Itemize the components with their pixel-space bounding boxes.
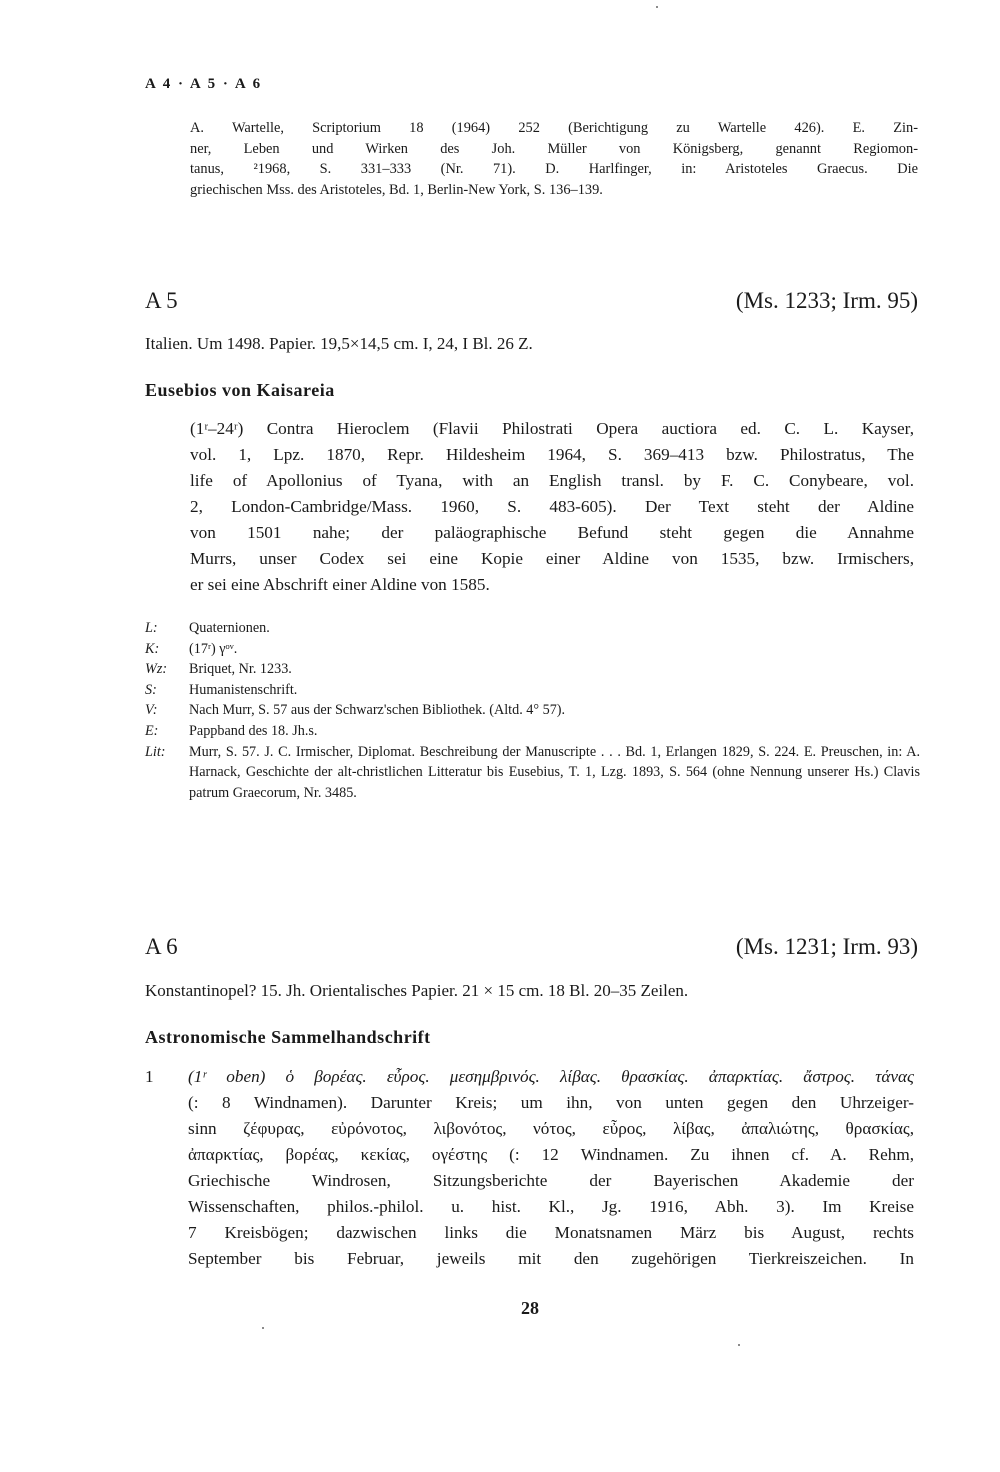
text-line: (1ʳ–24ʳ) Contra Hieroclem (Flavii Philostrati Opera auctiora ed. C. L. Kayser, bbox=[190, 419, 914, 438]
note-row: Wz: Briquet, Nr. 1233. bbox=[145, 661, 292, 678]
text-line: 7 Kreisbögen; dazwischen links die Monatsnamen März bis August, rechts bbox=[188, 1223, 914, 1242]
text-line: sinn ζέφυρας, εὐρόνοτος, λιβονότος, νότος, εὖρος, λίβας, ἀπαλιώτης, θρασκίας, bbox=[188, 1119, 914, 1138]
text-line: September bis Februar, jeweils mit den zugehörigen Tierkreiszeichen. In bbox=[188, 1249, 914, 1268]
text-line: (1ʳ oben) ὁ βορέας. εὖρος. μεσημβρινός. λίβας. θρασκίας. ἀπαρκτίας. ἄστρος. τάνας bbox=[188, 1067, 914, 1086]
page-number: 28 bbox=[521, 1298, 539, 1318]
text-line: Wissenschaften, philos.-philol. u. hist. Kl., Jg. 1916, Abh. 3). Im Kreise bbox=[188, 1197, 914, 1216]
scan-speck bbox=[738, 1344, 740, 1346]
text-line: er sei eine Abschrift einer Aldine von 1585. bbox=[190, 575, 490, 594]
scan-speck bbox=[262, 1327, 264, 1329]
entry-a6-text bbox=[188, 1064, 914, 1272]
text-line: (: 8 Windnamen). Darunter Kreis; um ihn, von unten gegen den Uhrzeiger- bbox=[188, 1093, 914, 1112]
entry-a6-item-number: 1 bbox=[145, 1067, 154, 1086]
text-line: ἀπαρκτίας, βορέας, κεκίας, ογέστης (: 12 Windnamen. Zu ihnen cf. A. Rehm, bbox=[188, 1145, 914, 1164]
note-row: E: Pappband des 18. Jh.s. bbox=[145, 722, 318, 739]
entry-a6-id: A 6 bbox=[145, 934, 178, 959]
entry-a6-shelfmark: (Ms. 1231; Irm. 93) bbox=[735, 934, 918, 959]
text-line: Murrs, unser Codex sei eine Kopie einer Aldine von 1535, bzw. Irmischers, bbox=[190, 549, 914, 568]
text-line: von 1501 nahe; der paläographische Befund steht gegen die Annahme bbox=[190, 523, 914, 542]
prev-line: ner, Leben und Wirken des Joh. Müller von Königsberg, genannt Regiomon- bbox=[190, 140, 918, 157]
running-head: A 4 · A 5 · A 6 bbox=[145, 76, 263, 92]
previous-entry-bibliography bbox=[190, 118, 918, 200]
note-row: L: Quaternionen. bbox=[145, 620, 270, 636]
entry-a5-description: Italien. Um 1498. Papier. 19,5×14,5 cm. I, 24, I Bl. 26 Z. bbox=[145, 334, 533, 353]
entry-a6-title: Astronomische Sammelhandschrift bbox=[145, 1027, 431, 1047]
text-line: life of Apollonius of Tyana, with an English transl. by F. C. Conybeare, vol. bbox=[190, 471, 914, 490]
prev-line: griechischen Mss. des Aristoteles, Bd. 1, Berlin-New York, S. 136–139. bbox=[190, 181, 603, 198]
note-row: K: (17ʳ) γᵒᵛ. bbox=[145, 640, 238, 657]
note-row: S: Humanistenschrift. bbox=[145, 681, 298, 698]
note-row: Lit: Murr, S. 57. J. C. Irmischer, Diplomat. Beschreibung der Manuscripte . . . Bd. 1, Erlangen 1829, S. 224. E. Preuschen, in: A. Harnack, Geschichte der alt-christlichen Litteratur bis Eusebius, T. 1, Lzg. 1893, S. 564 (ohne Nennung unserer Hs.) Clavis patrum Graecorum, Nr. 3485. bbox=[145, 743, 920, 801]
prev-line: tanus, ²1968, S. 331–333 (Nr. 71). D. Harlfinger, in: Aristoteles Graecus. Die bbox=[190, 161, 918, 177]
entry-a5-shelfmark: (Ms. 1233; Irm. 95) bbox=[735, 288, 918, 313]
entry-a5-notes bbox=[145, 618, 920, 803]
text-line: Griechische Windrosen, Sitzungsberichte der Bayerischen Akademie der bbox=[188, 1171, 914, 1190]
text-line: vol. 1, Lpz. 1870, Repr. Hildesheim 1964, S. 369–413 bzw. Philostratus, The bbox=[190, 445, 914, 464]
prev-line: A. Wartelle, Scriptorium 18 (1964) 252 (Berichtigung zu Wartelle 426). E. Zin- bbox=[190, 120, 918, 136]
entry-a5-id: A 5 bbox=[145, 288, 178, 313]
note-row: V: Nach Murr, S. 57 aus der Schwarz'schen Bibliothek. (Altd. 4° 57). bbox=[145, 702, 566, 719]
scan-speck bbox=[656, 6, 658, 8]
text-line: 2, London-Cambridge/Mass. 1960, S. 483-605). Der Text steht der Aldine bbox=[190, 497, 914, 516]
entry-a5-author: Eusebios von Kaisareia bbox=[145, 380, 335, 400]
entry-a6-description: Konstantinopel? 15. Jh. Orientalisches Papier. 21 × 15 cm. 18 Bl. 20–35 Zeilen. bbox=[145, 981, 689, 1000]
entry-a5-text bbox=[190, 416, 914, 598]
